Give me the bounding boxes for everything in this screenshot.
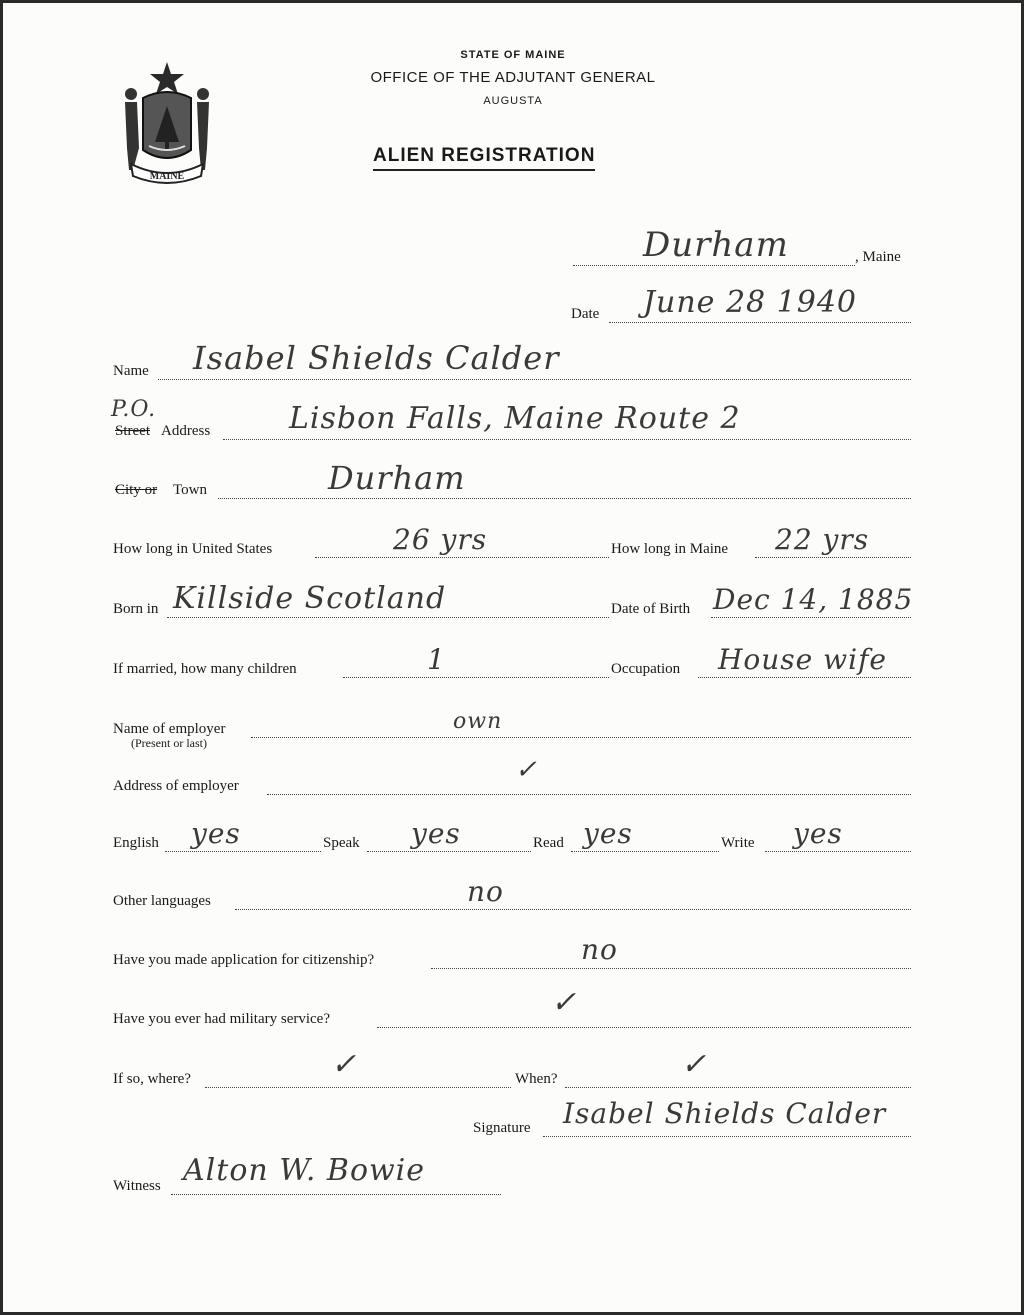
po-prefix: P.O.: [111, 397, 157, 422]
date-of-birth-line: [711, 617, 911, 618]
name-value: Isabel Shields Calder: [193, 339, 560, 377]
street-label-struck: Street: [115, 423, 150, 439]
employer-address-line: [267, 794, 911, 795]
write-value: yes: [793, 817, 843, 850]
date-line: [609, 322, 911, 323]
military-value: ✓: [551, 985, 578, 1020]
where-value: ✓: [331, 1047, 358, 1082]
witness-label: Witness: [113, 1178, 161, 1194]
name-line: [158, 379, 911, 380]
town-line: [218, 498, 911, 499]
where-label: If so, where?: [113, 1071, 191, 1087]
read-line: [571, 851, 719, 852]
citizenship-line: [431, 968, 911, 969]
how-long-maine-label: How long in Maine: [611, 541, 729, 557]
maine-label: , Maine: [855, 249, 901, 265]
header-city: AUGUSTA: [483, 95, 543, 107]
employer-name-label: Name of employer: [113, 721, 226, 737]
witness-value: Alton W. Bowie: [183, 1153, 426, 1188]
citizenship-label: Have you made application for citizenship?: [113, 952, 375, 968]
how-long-maine-value: 22 yrs: [775, 523, 870, 556]
occupation-value: House wife: [718, 643, 888, 676]
other-languages-label: Other languages: [113, 893, 211, 909]
town-label: Town: [173, 482, 207, 498]
citizenship-value: no: [581, 933, 618, 966]
children-value: 1: [427, 643, 446, 676]
address-line: [223, 439, 911, 440]
signature-label: Signature: [473, 1120, 531, 1136]
children-label: If married, how many children: [113, 661, 297, 677]
how-long-us-line: [315, 557, 609, 558]
date-of-birth-label: Date of Birth: [611, 601, 691, 617]
maine-state-seal-icon: [113, 58, 221, 188]
military-line: [377, 1027, 911, 1028]
employer-name-value: own: [453, 709, 503, 734]
speak-value: yes: [411, 817, 461, 850]
occupation-label: Occupation: [611, 661, 681, 677]
header-office: OFFICE OF THE ADJUTANT GENERAL: [370, 69, 656, 86]
read-value: yes: [583, 817, 633, 850]
seal-banner: MAINE: [149, 171, 185, 182]
born-in-line: [167, 617, 609, 618]
city-label-struck: City or: [115, 482, 158, 498]
town-value: Durham: [328, 459, 466, 497]
employer-name-line: [251, 737, 911, 738]
date-value: June 28 1940: [643, 285, 858, 320]
military-label: Have you ever had military service?: [113, 1011, 330, 1027]
speak-line: [367, 851, 531, 852]
when-value: ✓: [681, 1047, 708, 1082]
form-title: ALIEN REGISTRATION: [373, 145, 595, 171]
town-header-value: Durham: [643, 225, 789, 265]
where-line: [205, 1087, 511, 1088]
when-line: [565, 1087, 911, 1088]
witness-line: [171, 1194, 501, 1195]
other-languages-line: [235, 909, 911, 910]
employer-note: (Present or last): [131, 736, 207, 750]
when-label: When?: [515, 1071, 558, 1087]
write-label: Write: [721, 835, 755, 851]
town-header-line: [573, 265, 855, 266]
speak-label: Speak: [323, 835, 360, 851]
born-in-value: Killside Scotland: [173, 581, 447, 616]
born-in-label: Born in: [113, 601, 159, 617]
how-long-us-label: How long in United States: [113, 541, 273, 557]
occupation-line: [698, 677, 911, 678]
how-long-us-value: 26 yrs: [393, 523, 488, 556]
date-label: Date: [571, 306, 600, 322]
english-label: English: [113, 835, 159, 851]
children-line: [343, 677, 609, 678]
employer-address-label: Address of employer: [113, 778, 239, 794]
address-value: Lisbon Falls, Maine Route 2: [289, 401, 741, 436]
read-label: Read: [533, 835, 564, 851]
signature-line: [543, 1136, 911, 1137]
address-label: Address: [161, 423, 211, 439]
english-value: yes: [191, 817, 241, 850]
other-languages-value: no: [467, 875, 504, 908]
date-of-birth-value: Dec 14, 1885: [713, 583, 914, 616]
english-line: [165, 851, 321, 852]
write-line: [765, 851, 911, 852]
how-long-maine-line: [755, 557, 911, 558]
name-label: Name: [113, 363, 149, 379]
header-state: STATE OF MAINE: [460, 49, 566, 61]
signature-value: Isabel Shields Calder: [563, 1097, 887, 1130]
employer-address-value: ✓: [515, 755, 538, 785]
